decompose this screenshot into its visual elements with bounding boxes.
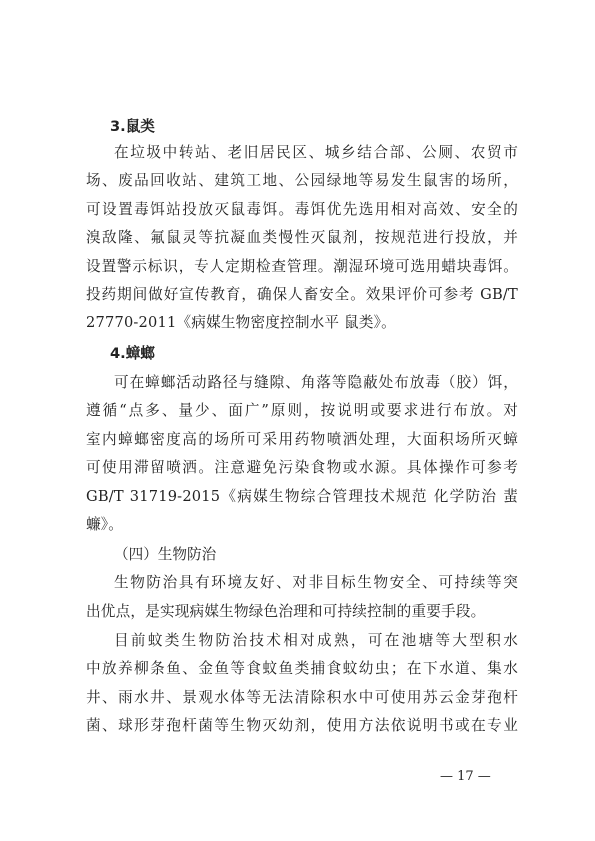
paragraph-line: 目前蚊类生物防治技术相对成熟，可在池塘等大型积水 [114, 632, 518, 649]
paragraph-line: 遵循“点多、量少、面广”原则，按说明或要求进行布放。对 [86, 402, 518, 419]
paragraph-line: 场、废品回收站、建筑工地、公园绿地等易发生鼠害的场所， [86, 172, 518, 189]
paragraph-line: 中放养柳条鱼、金鱼等食蚊鱼类捕食蚊幼虫；在下水道、集水 [86, 660, 518, 677]
paragraph-line: 出优点，是实现病媒生物绿色治理和可持续控制的重要手段。 [86, 603, 486, 620]
section-heading-cockroaches: 4.蟑螂 [110, 345, 155, 362]
paragraph-line: 27770-2011《病媒生物密度控制水平 鼠类》。 [86, 314, 396, 331]
page-number: — 17 — [440, 769, 491, 784]
paragraph-line: 可在蟑螂活动路径与缝隙、角落等隐蔽处布放毒（胶）饵， [114, 374, 518, 391]
paragraph-line: 可使用滞留喷洒。注意避免污染食物或水源。具体操作可参考 [86, 459, 518, 476]
paragraph-line: 菌、球形芽孢杆菌等生物灭幼剂，使用方法依说明书或在专业 [86, 717, 518, 734]
paragraph-line: GB/T 31719-2015《病媒生物综合管理技术规范 化学防治 蜚 [86, 488, 518, 505]
paragraph-line: 生物防治具有环境友好、对非目标生物安全、可持续等突 [114, 574, 518, 591]
paragraph-line: 可设置毒饵站投放灭鼠毒饵。毒饵优先选用相对高效、安全的 [86, 201, 518, 218]
paragraph-line: 室内蟑螂密度高的场所可采用药物喷洒处理，大面积场所灭蟑 [86, 431, 518, 448]
section-heading-rodents: 3.鼠类 [110, 118, 155, 135]
paragraph-line: 蠊》。 [86, 516, 124, 533]
section-heading-biological-control: （四）生物防治 [114, 546, 217, 563]
paragraph-line: 溴敌隆、氟鼠灵等抗凝血类慢性灭鼠剂，按规范进行投放，并 [86, 229, 518, 246]
paragraph-line: 投药期间做好宣传教育，确保人畜安全。效果评价可参考 GB/T [86, 286, 518, 303]
paragraph-line: 在垃圾中转站、老旧居民区、城乡结合部、公厕、农贸市 [114, 144, 518, 161]
paragraph-line: 设置警示标识，专人定期检查管理。潮湿环境可选用蜡块毒饵。 [86, 258, 518, 275]
paragraph-line: 井、雨水井、景观水体等无法清除积水中可使用苏云金芽孢杆 [86, 689, 518, 706]
